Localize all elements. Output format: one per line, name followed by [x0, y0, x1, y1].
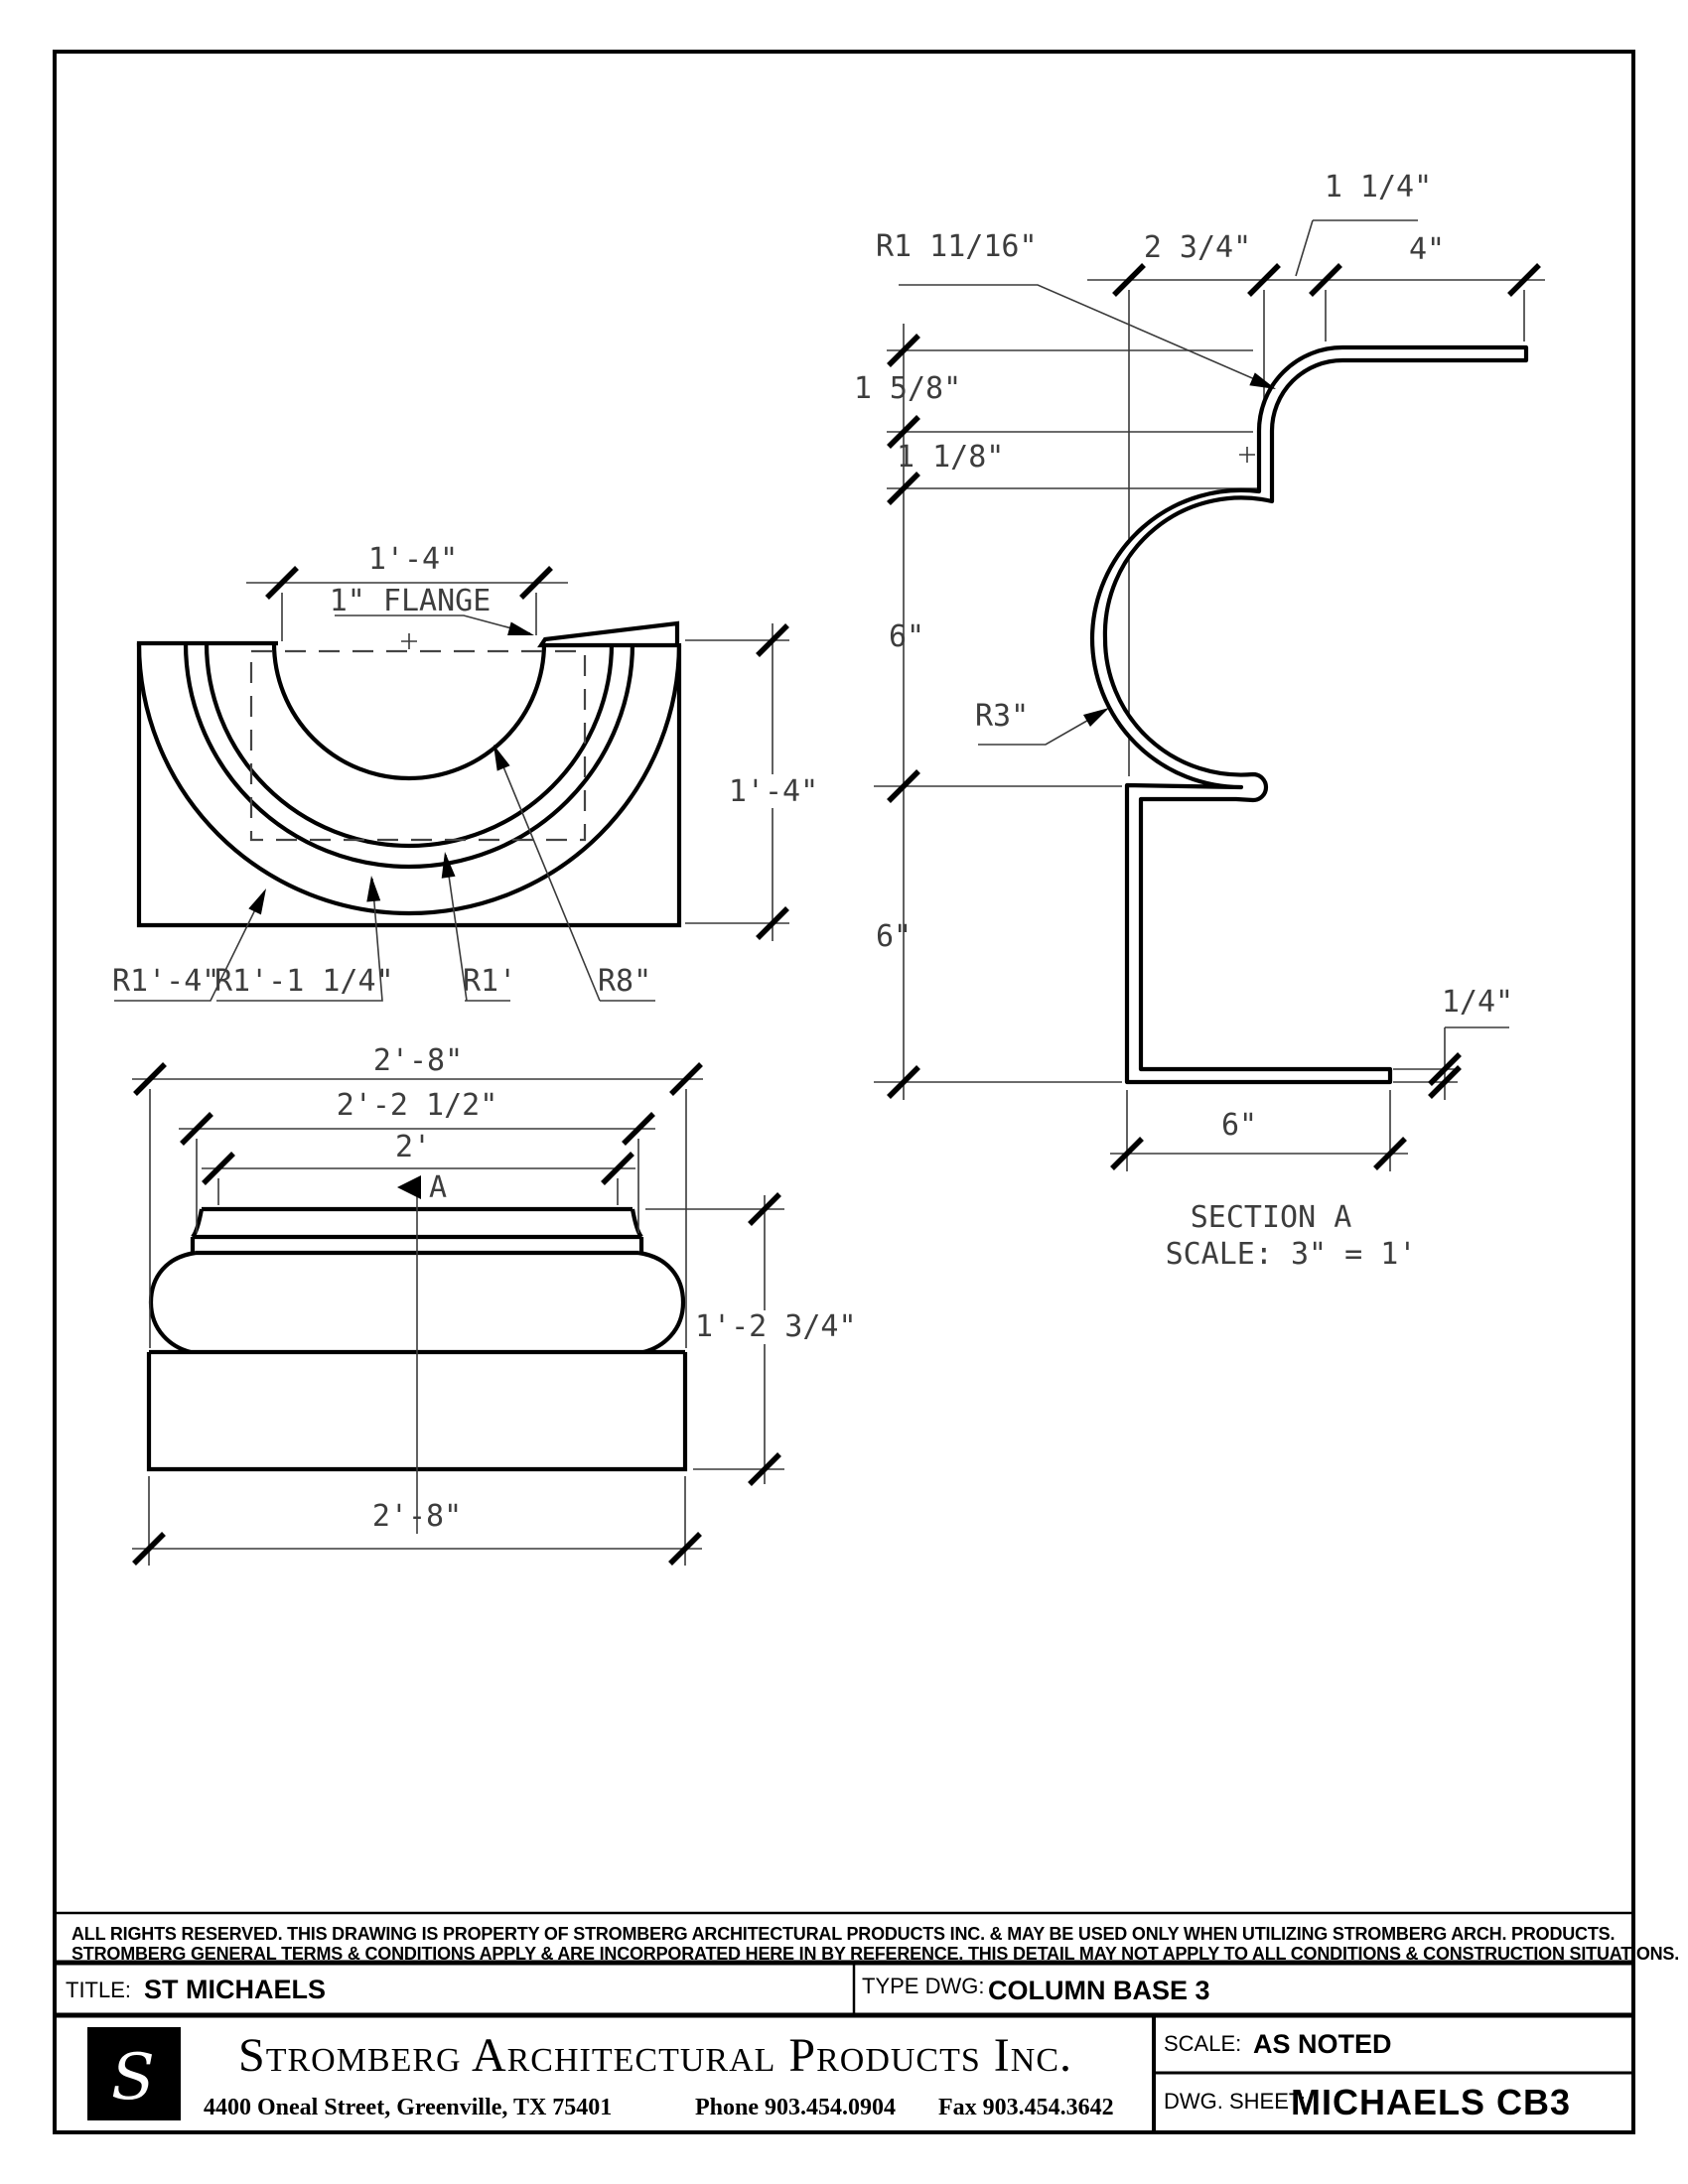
section-dim-6-lower: 6" [875, 919, 913, 954]
section-dim-6-upper: 6" [888, 619, 925, 654]
plan-leader-r8 [495, 748, 655, 1001]
elev-dim-mid: 2'-2 1/2" [336, 1088, 498, 1123]
section-scale-note: SCALE: 3" = 1' [1165, 1237, 1417, 1272]
section-dim-bottom-lines [1110, 1090, 1408, 1171]
section-profile [1092, 347, 1526, 1082]
plan-dim-width: 1'-4" [367, 542, 459, 577]
elev-torus-right [638, 1253, 683, 1352]
dimension-ticks [134, 265, 1539, 1564]
section-dim-lip: 1 1/4" [1324, 170, 1433, 205]
plan-flange-wedge [541, 623, 677, 645]
plan-label-r-outer: R1'-4" [112, 964, 220, 999]
section-title: SECTION A [1190, 1200, 1352, 1235]
section-view [854, 170, 1545, 1272]
scale-label: SCALE: [1164, 2031, 1242, 2056]
page-border [55, 52, 1633, 2132]
elev-marker-letter: A [429, 1170, 448, 1205]
plan-flange-arrowhead [507, 622, 536, 642]
company-address: 4400 Oneal Street, Greenville, TX 75401 [204, 2095, 613, 2120]
title-label: TITLE: [66, 1978, 132, 2002]
company-fax: Fax 903.454.3642 [938, 2095, 1114, 2120]
section-dim-4: 4" [1408, 232, 1446, 267]
dwg-sheet-value: MICHAELS CB3 [1291, 2082, 1572, 2122]
scale-value: AS NOTED [1253, 2029, 1392, 2059]
section-marker-icon [397, 1175, 421, 1199]
plan-r16-arrowhead [248, 886, 272, 915]
title-block [55, 1913, 1679, 2132]
elev-torus-left [151, 1253, 196, 1352]
title-value: ST MICHAELS [144, 1975, 327, 2004]
section-dim-118: 1 1/8" [897, 440, 1005, 475]
legal-text-line2: STROMBERG GENERAL TERMS & CONDITIONS APPLY & ARE INCORPORATED HERE IN BY REFERENCE. THIS DETAIL MAY NOT APPLY TO ALL CONDITIONS & CONSTRUCTION SITUATIONS. [71, 1944, 1680, 1964]
section-dim-torus-r: R3" [975, 699, 1030, 734]
section-center-mark [1239, 447, 1255, 463]
type-dwg-value: COLUMN BASE 3 [988, 1976, 1210, 2005]
legal-text-line1: ALL RIGHTS RESERVED. THIS DRAWING IS PROPERTY OF STROMBERG ARCHITECTURAL PRODUCTS INC. & MAY BE USED ONLY WHEN UTILIZING STROMBERG ARCH. PRODUCTS. [71, 1924, 1616, 1944]
plan-label-r-inner: R1' [463, 964, 517, 999]
section-dim-6-bottom: 6" [1220, 1108, 1258, 1143]
plan-flange-note: 1" FLANGE [329, 584, 492, 618]
section-dim-234: 2 3/4" [1143, 230, 1252, 265]
plan-view [112, 542, 822, 1001]
plan-dim-height: 1'-4" [728, 774, 819, 809]
elevation-view [132, 1043, 859, 1566]
section-dim-thickness: 1/4" [1441, 985, 1514, 1020]
plan-outline [139, 643, 679, 925]
plan-label-r-hole: R8" [598, 964, 652, 999]
company-phone: Phone 903.454.0904 [695, 2095, 897, 2120]
section-dim-158: 1 5/8" [853, 371, 962, 406]
plan-center-mark [401, 633, 417, 649]
elev-dim-overall-bottom: 2'-8" [371, 1499, 463, 1534]
plan-label-r-mid: R1'-1 1/4" [214, 964, 394, 999]
plan-arc-r13 [186, 643, 633, 867]
plan-r13-arrowhead [364, 875, 380, 901]
elev-dim-height: 1'-2 3/4" [695, 1309, 857, 1344]
dwg-sheet-label: DWG. SHEET: [1164, 2089, 1307, 2114]
company-name: Stromberg Architectural Products Inc. [238, 2029, 1072, 2082]
elev-dim-flange: 2' [394, 1130, 432, 1164]
plan-hidden-plinth [251, 651, 585, 840]
type-dwg-label: TYPE DWG: [862, 1974, 985, 1998]
section-lip-leader [1296, 220, 1418, 276]
elev-dim-overall-top: 2'-8" [372, 1043, 464, 1078]
company-logo-letter: S [111, 2041, 155, 2115]
section-dim-cove-r: R1 11/16" [876, 229, 1038, 264]
